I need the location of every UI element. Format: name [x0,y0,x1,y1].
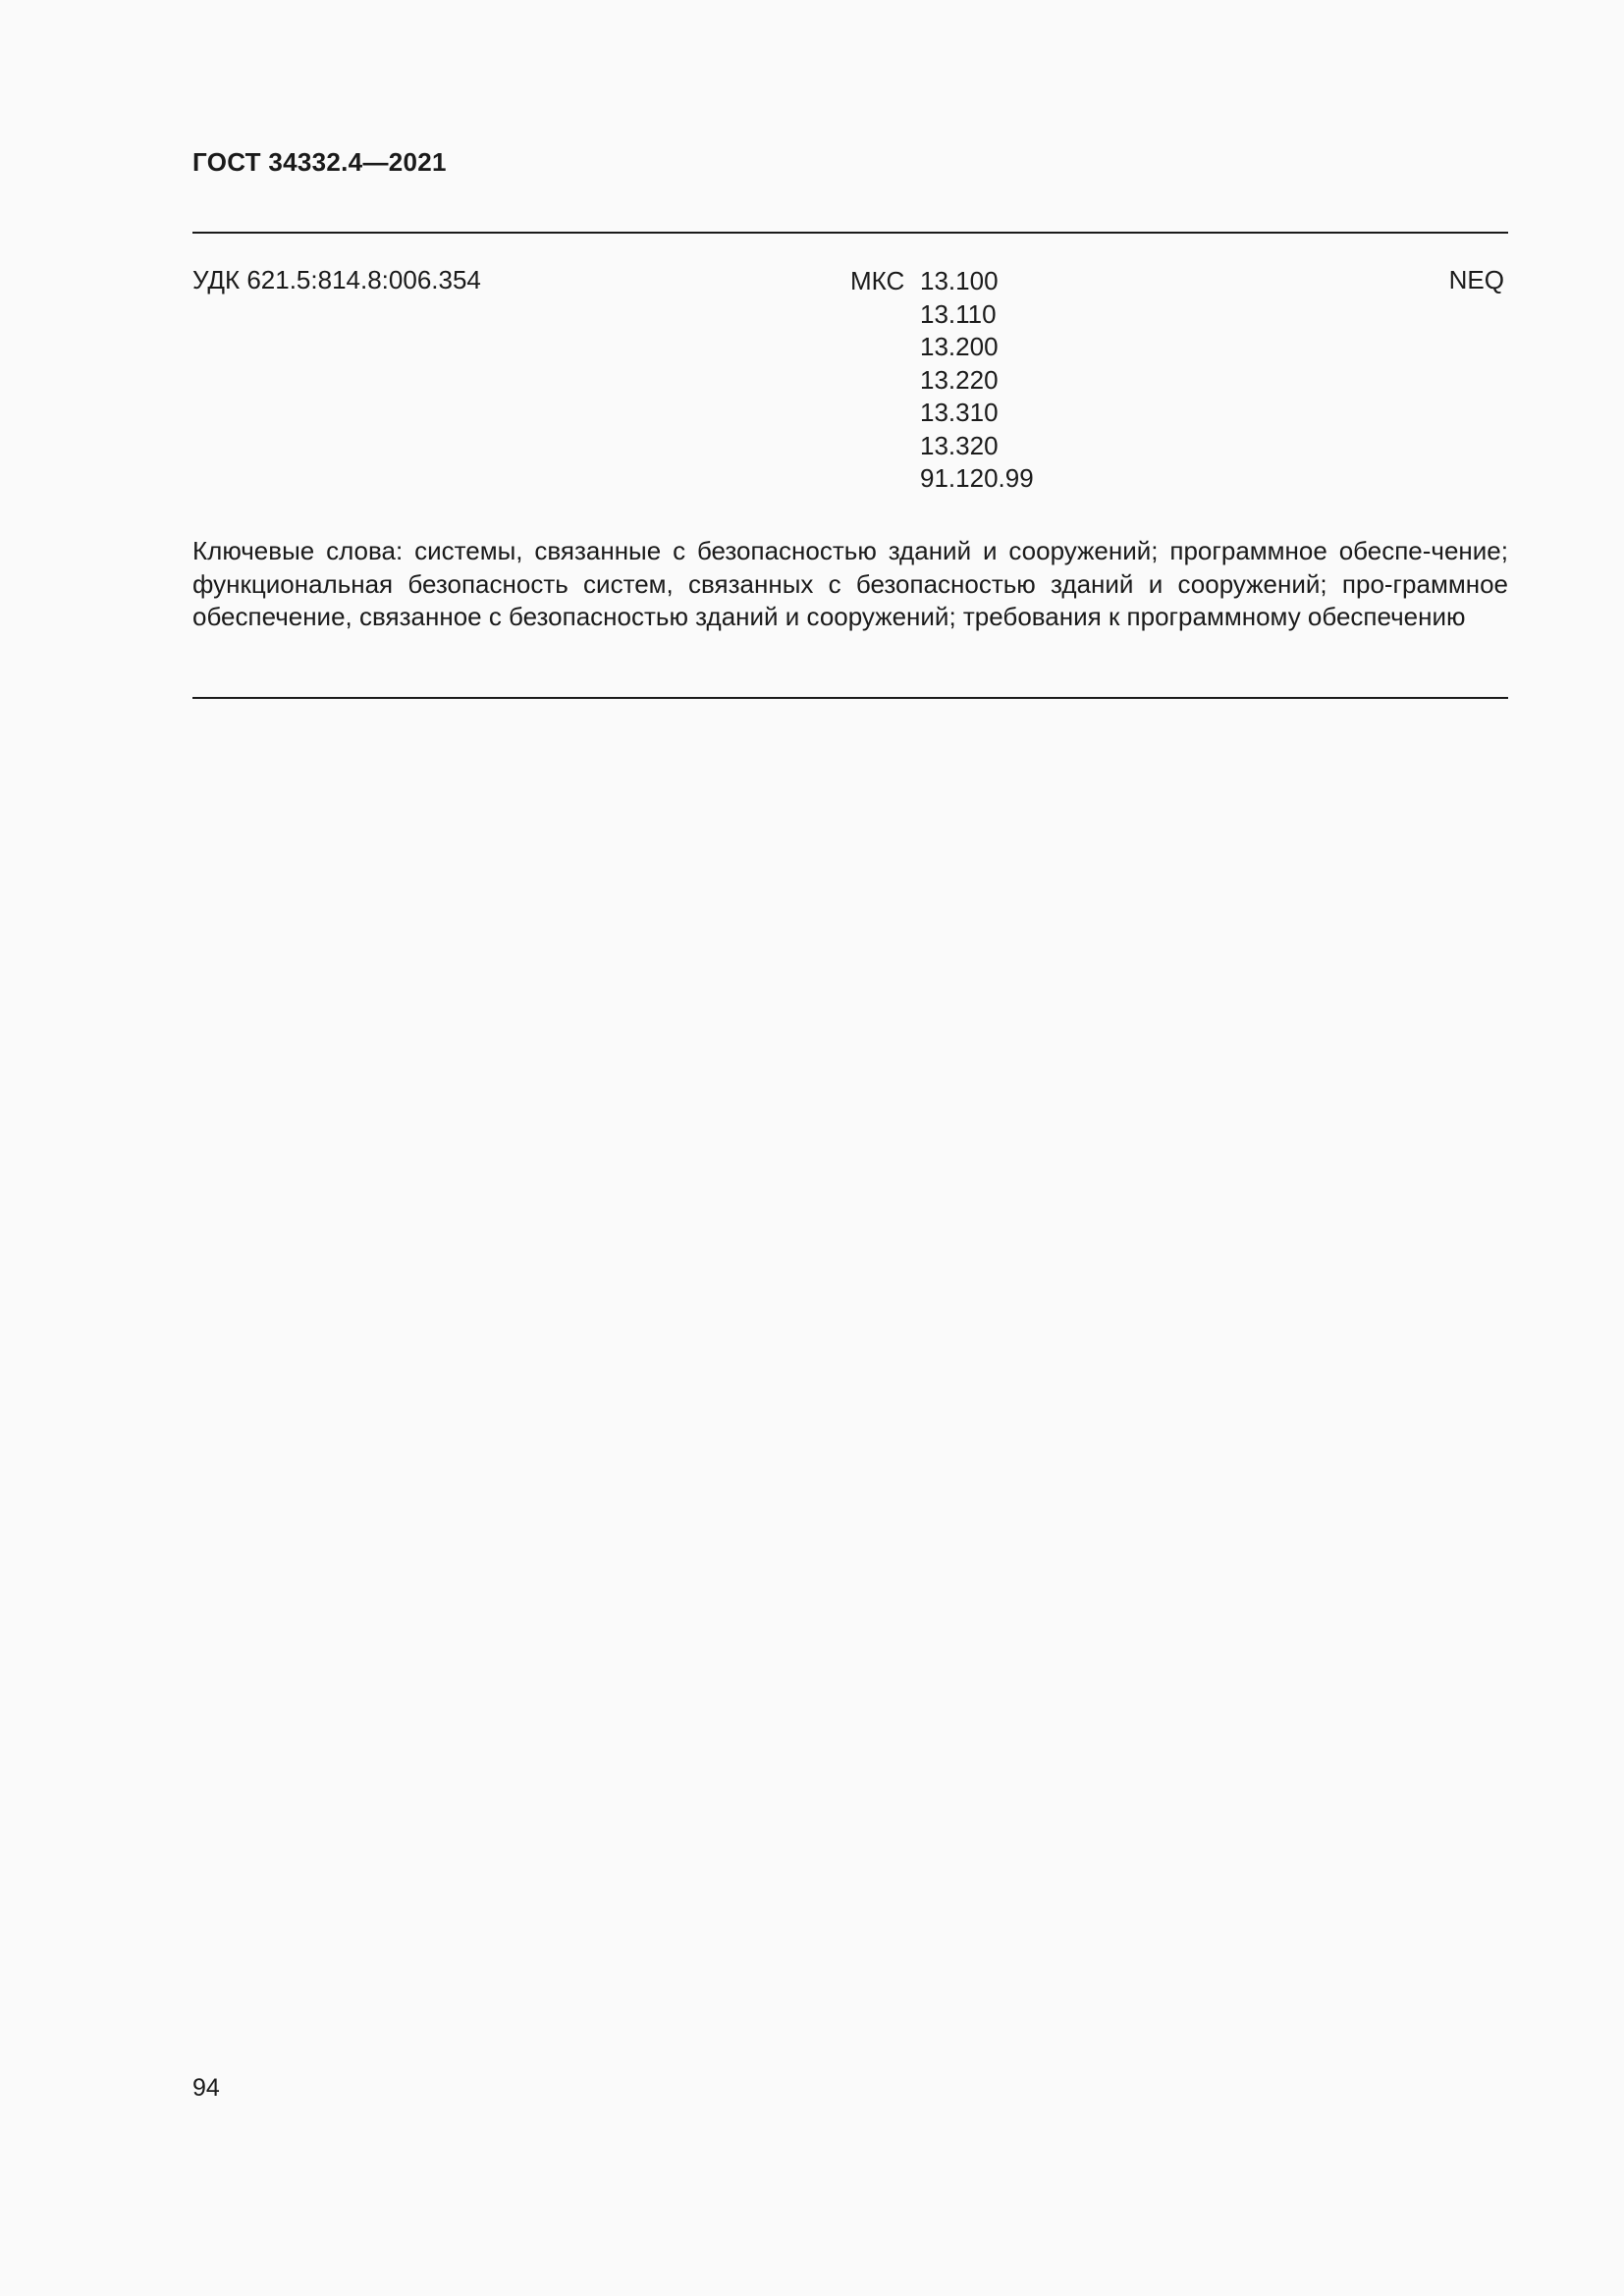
page-number: 94 [192,2074,220,2102]
conformity-degree: NEQ [1448,265,1504,294]
mks-code-item: 91.120.99 [920,463,1034,493]
mks-codes-list [850,265,1034,496]
keywords-paragraph: Ключевые слова: системы, связанные с безопасностью зданий и сооружений; программное обеспе-чение; функциональная безопасность систем, связанных с безопасностью зданий и сооружений; про-граммное обеспечение, связанное с безопасностью зданий и сооружений; требования к программному обеспечению [192,536,1508,631]
mks-code-item: 13.310 [920,398,999,427]
mks-codes-block [850,265,1034,496]
mks-code-item [850,265,1034,298]
mks-code-item: 13.220 [920,364,999,395]
mks-code-item: 13.110 [920,298,997,329]
udk-code: УДК 621.5:814.8:006.354 [192,265,481,294]
bottom-divider [192,697,1508,699]
mks-code-value: 13.100 [920,266,999,295]
top-divider [192,232,1508,234]
mks-label: МКС [850,266,905,295]
document-header-title: ГОСТ 34332.4—2021 [192,147,447,177]
mks-code-item: 13.320 [920,430,999,460]
mks-code-item: 13.200 [920,332,999,361]
